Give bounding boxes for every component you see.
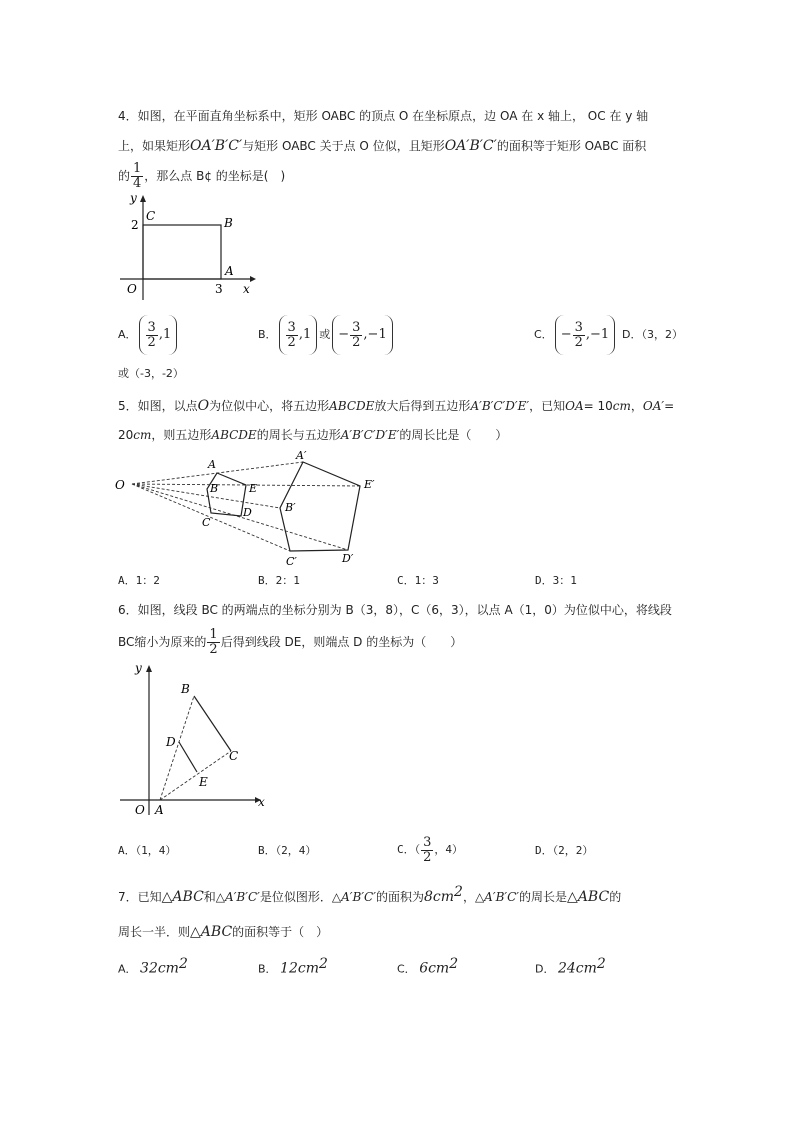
q4-math-2: OA′B′C′: [444, 138, 497, 154]
q4-text-1: 4．如图，在平面直角坐标系中，矩形 OABC 的顶点 O 在坐标原点，边 OA 在 x 轴上， OC 在 y 轴: [118, 109, 649, 123]
q6-fraction: $\frac{1}{2}$: [209, 627, 218, 657]
q5-fig-A: A: [208, 458, 216, 471]
q5-fig-C: C: [202, 516, 211, 529]
q4-fig-tick-3: 3: [215, 282, 223, 296]
q6-option-b[interactable]: B．（2，4）: [258, 844, 317, 857]
q6-fig-C: C: [229, 749, 239, 763]
q5-fig-O: O: [115, 478, 125, 492]
q5-option-b[interactable]: B．2：1: [258, 574, 300, 587]
q6-figure: [115, 660, 280, 820]
q6-option-a[interactable]: A．（1，4）: [118, 844, 177, 857]
q6-fig-E: E: [199, 775, 208, 789]
q4-option-a[interactable]: A． $\frac{3}{2}$ ,1: [118, 315, 179, 355]
q4-figure: [115, 192, 260, 304]
q4-fig-y-label: y: [130, 192, 137, 205]
q4-stem-line3: [118, 158, 285, 194]
q6-option-c[interactable]: C．（ $\frac{3}{2}$ ，4）: [397, 834, 464, 865]
q4-text-2b: 与矩形 OABC 关于点 O 位似，且矩形: [242, 139, 445, 153]
q5-stem-line2: 20cm，则五边形ABCDE的周长与五边形A′B′C′D′E′的周长比是（ ）: [118, 428, 508, 442]
q4-text-3a: 的: [118, 169, 131, 183]
q4-option-d[interactable]: D．（3，2）: [622, 328, 683, 341]
q4-fig-O: O: [127, 282, 137, 296]
q6-fig-A: A: [155, 803, 164, 817]
q6-fig-O: O: [135, 803, 145, 817]
q4-text-2a: 上，如果矩形: [118, 139, 191, 153]
q6-stem-line2: BC缩小为原来的 $\frac{1}{2}$ 后得到线段 DE，则端点 D 的坐标为（ ）: [118, 627, 463, 657]
q4-option-d-tail: 或（-3，-2）: [118, 367, 184, 380]
q4-math-1: OA′B′C′: [190, 138, 243, 154]
q7-option-c[interactable]: C． $6cm^2$: [397, 956, 459, 977]
q4-fraction: $\frac{1}{4}$: [133, 161, 142, 191]
q5-option-c[interactable]: C．1：3: [397, 574, 439, 587]
q6-fig-B: B: [181, 682, 190, 696]
q5-option-d[interactable]: D．3：1: [535, 574, 577, 587]
q4-text-2c: 的面积等于矩形 OABC 面积: [496, 139, 647, 153]
q4-fig-A: A: [225, 264, 234, 278]
q7-stem-line1: 7．已知△ABC和△A′B′C′是位似图形．△A′B′C′的面积为$8cm^2$，△A′B′C′的周长是△ABC的: [118, 884, 622, 905]
q6-fig-D: D: [166, 735, 176, 749]
q4-fig-tick-2: 2: [131, 218, 139, 232]
q5-fig-E: E: [249, 482, 258, 495]
q5-stem-line1: 5．如图，以点O为位似中心，将五边形ABCDE放大后得到五边形A′B′C′D′E′，已知OA= 10cm，OA′=: [118, 398, 675, 414]
q5-fig-Ep: E′: [364, 478, 375, 491]
q6-fig-x-label: x: [258, 795, 265, 809]
q5-fig-D: D: [243, 506, 252, 519]
q4-option-b[interactable]: B． $\frac{3}{2}$ ,1 或 − $\frac{3}{2}$ ,−1: [258, 315, 395, 355]
q6-option-d[interactable]: D．（2，2）: [535, 844, 594, 857]
q5-fig-B: B: [210, 482, 219, 495]
q4-stem-line1: [118, 106, 648, 126]
q7-option-d[interactable]: D． $24cm^2$: [535, 956, 606, 977]
q7-option-b[interactable]: B． $12cm^2$: [258, 956, 328, 977]
q4-fig-B: B: [224, 216, 233, 230]
q4-option-c[interactable]: C． − $\frac{3}{2}$ ,−1: [534, 315, 617, 355]
q4-stem-line2: [118, 136, 646, 156]
q6-fig-y-label: y: [135, 661, 142, 675]
q4-fig-x-label: x: [243, 282, 250, 296]
q5-fig-Cp: C′: [286, 555, 297, 568]
q5-fig-Bp: B′: [285, 501, 296, 514]
q5-fig-Ap: A′: [296, 449, 307, 462]
q7-stem-line2: 周长一半．则△ABC的面积等于（ ）: [118, 924, 329, 940]
q4-text-3b: ，那么点 B¢ 的坐标是( ): [144, 169, 286, 183]
q5-option-a[interactable]: A．1：2: [118, 574, 160, 587]
q6-stem-line1: 6．如图，线段 BC 的两端点的坐标分别为 B（3，8），C（6，3），以点 A（1，0）为位似中心，将线段: [118, 603, 672, 617]
q4-fig-C: C: [146, 209, 156, 223]
q5-fig-Dp: D′: [342, 552, 354, 565]
q7-option-a[interactable]: A． $32cm^2$: [118, 956, 188, 977]
q5-figure: [110, 446, 390, 571]
